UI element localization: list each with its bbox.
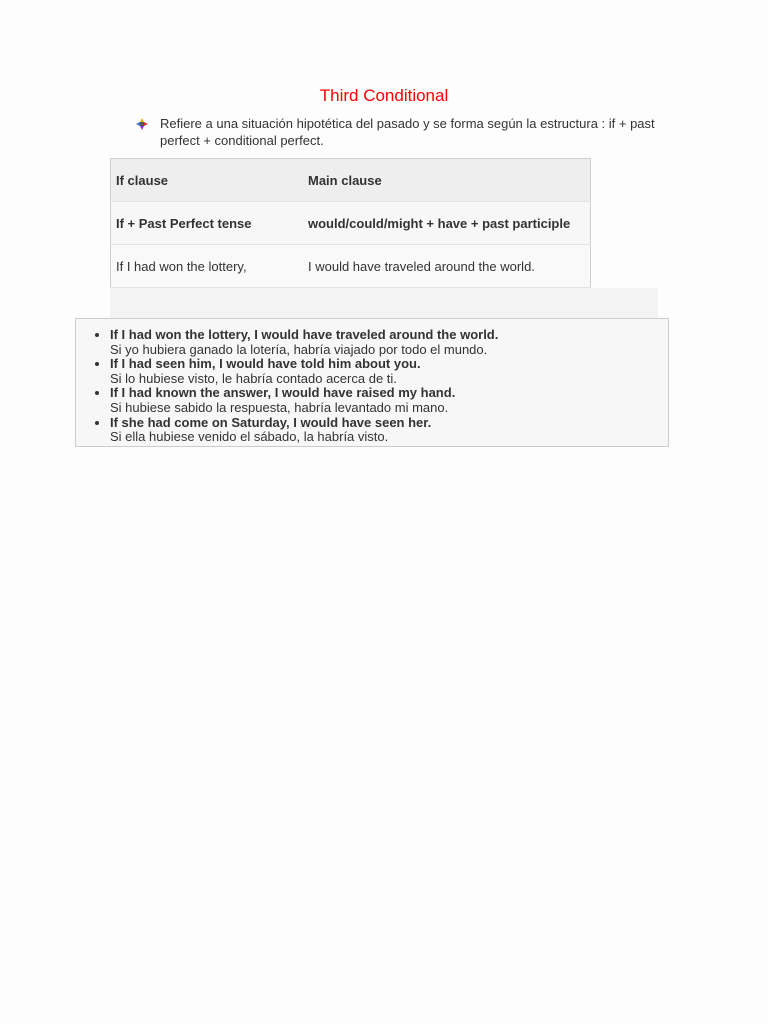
page-title: Third Conditional xyxy=(319,86,449,105)
example-english: • If she had come on Saturday, I would have seen her. xyxy=(110,414,432,430)
example-spanish: Si ella hubiese venido el sábado, la habría visto. xyxy=(110,429,389,445)
example-spanish: Si hubiese sabido la respuesta, habría levantado mi mano. xyxy=(110,399,449,415)
table-row-formula xyxy=(111,202,591,245)
list-item xyxy=(110,386,668,415)
examples-list xyxy=(76,328,668,445)
table-cell: I would have traveled around the world. xyxy=(303,245,591,288)
example-english: • If I had known the answer, I would have raised my hand. xyxy=(110,385,456,401)
example-spanish: Si yo hubiera ganado la lotería, habría viajado por todo el mundo. xyxy=(110,341,488,357)
structure-table xyxy=(110,158,591,288)
table-row-example xyxy=(111,245,591,288)
table-cell: would/could/might + have + past participle xyxy=(303,202,591,245)
table-header-row xyxy=(111,159,591,202)
table-cell: If + Past Perfect tense xyxy=(111,202,304,245)
table-cell: If I had won the lottery, xyxy=(111,245,304,288)
list-item xyxy=(110,357,668,386)
example-spanish: Si lo hubiese visto, le habría contado acerca de ti. xyxy=(110,370,397,386)
list-item xyxy=(110,416,668,445)
examples-box xyxy=(75,318,669,447)
list-item xyxy=(110,328,668,357)
example-english: • If I had seen him, I would have told him about you. xyxy=(110,356,421,372)
example-english: • If I had won the lottery, I would have traveled around the world. xyxy=(110,327,499,342)
divider-band xyxy=(110,288,658,318)
colored-arrow-bullet-icon xyxy=(136,118,148,130)
table-header-cell: Main clause xyxy=(303,159,591,202)
table-header-cell: If clause xyxy=(111,159,304,202)
intro-text: Refiere a una situación hipotética del pasado y se forma según la estructura : if + past perfect + conditional perfect. xyxy=(160,116,655,148)
intro-paragraph xyxy=(136,115,656,149)
